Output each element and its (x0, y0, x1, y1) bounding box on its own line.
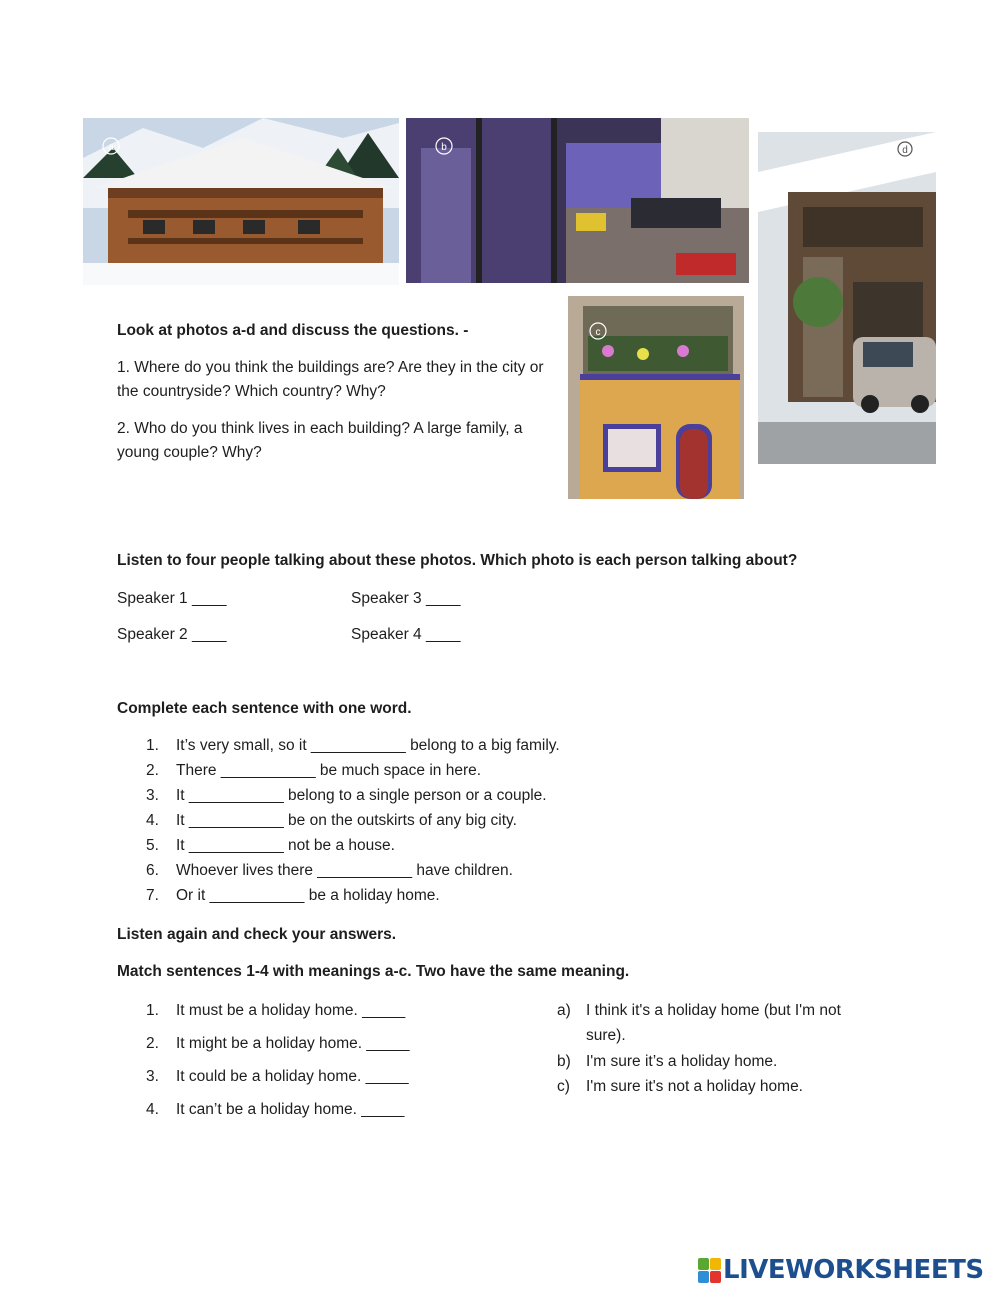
sentence-text: It ___________ belong to a single person or a couple. (176, 787, 547, 804)
list-item: 4. It can’t be a holiday home. _____ (146, 1101, 405, 1118)
list-item: 3. It ___________ belong to a single person or a couple. (146, 787, 547, 804)
complete-sentences-list (146, 733, 560, 908)
list-item: 2. It might be a holiday home. _____ (146, 1035, 410, 1052)
photo-b-label: b (441, 142, 447, 153)
list-item: 3. It could be a holiday home. _____ (146, 1068, 409, 1085)
speaker-2: Speaker 2 ____ (117, 626, 227, 643)
sentence-text: There ___________ be much space in here. (176, 762, 482, 779)
list-item: 7. Or it ___________ be a holiday home. (146, 887, 440, 904)
photo-d (758, 132, 936, 464)
section2-heading: Listen to four people talking about these photos. Which photo is each person talking about? (117, 552, 798, 569)
photo-c (568, 296, 744, 499)
section1-heading: Look at photos a-d and discuss the questions. - (117, 322, 469, 339)
sentence-text: Or it ___________ be a holiday home. (176, 887, 440, 904)
list-item: 6. Whoever lives there ___________ have children. (146, 862, 513, 879)
sentence-text: It must be a holiday home. _____ (176, 1002, 406, 1019)
section4-heading: Listen again and check your answers. (117, 926, 397, 943)
sentence-text: It could be a holiday home. _____ (176, 1068, 409, 1085)
speaker-4: Speaker 4 ____ (351, 626, 461, 643)
list-item: 2. There ___________ be much space in here. (146, 762, 482, 779)
speaker-1: Speaker 1 ____ (117, 590, 227, 607)
sentence-text: It ___________ be on the outskirts of any big city. (176, 812, 517, 829)
meaning-a: a) I think it's a holiday home (but I'm not sure). (557, 1002, 841, 1044)
question-2: 2. Who do you think lives in each building? A large family, a young couple? Why? (117, 420, 523, 461)
meaning-c: c) I'm sure it's not a holiday home. (557, 1078, 803, 1095)
section5-heading: Match sentences 1-4 with meanings a-c. Two have the same meaning. (117, 963, 630, 980)
photo-a (83, 118, 399, 285)
photo-a-label: a (108, 142, 114, 153)
list-item: 5. It ___________ not be a house. (146, 837, 395, 854)
question-1: 1. Where do you think the buildings are? Are they in the city or the countryside? Which country? Why? (117, 359, 544, 400)
section3-heading: Complete each sentence with one word. (117, 700, 412, 717)
sentence-text: It ___________ not be a house. (176, 837, 395, 854)
speaker-3: Speaker 3 ____ (351, 590, 461, 607)
list-item: 1. It must be a holiday home. _____ (146, 1002, 406, 1019)
sentence-text: Whoever lives there ___________ have children. (176, 862, 513, 879)
photo-d-label: d (902, 145, 908, 156)
logo-icon (698, 1258, 720, 1282)
sentence-text: It can’t be a holiday home. _____ (176, 1101, 405, 1118)
meaning-b: b) I'm sure it’s a holiday home. (557, 1053, 778, 1070)
logo-text: LIVEWORKSHEETS (723, 1255, 984, 1285)
match-sentences-list (146, 999, 410, 1131)
liveworksheets-logo[interactable] (698, 1253, 984, 1287)
sentence-text: It might be a holiday home. _____ (176, 1035, 410, 1052)
sentence-text: It’s very small, so it ___________ belong to a big family. (176, 737, 560, 754)
photo-b (406, 118, 749, 283)
list-item: 1. It’s very small, so it ___________ belong to a big family. (146, 737, 560, 754)
list-item: 4. It ___________ be on the outskirts of any big city. (146, 812, 517, 829)
photo-c-label: c (595, 327, 601, 338)
